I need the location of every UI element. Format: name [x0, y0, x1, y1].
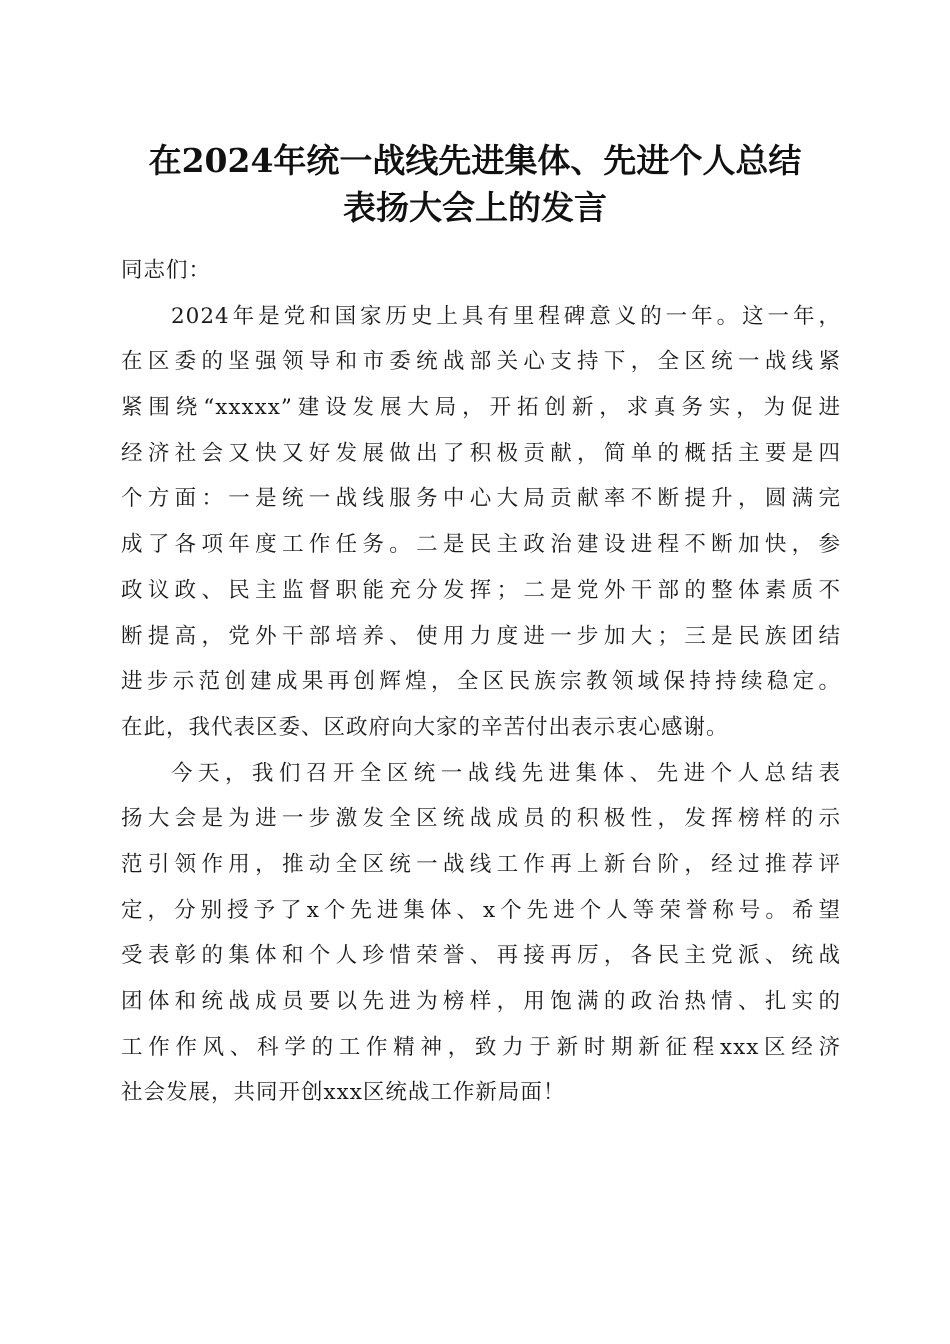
- paragraph-line: 政议政、民主监督职能充分发挥；二是党外干部的整体素质不: [121, 577, 841, 603]
- paragraph-line: 团体和统战成员要以先进为榜样，用饱满的政治热情、扎实的: [121, 989, 841, 1014]
- paragraph-2: [121, 751, 841, 1117]
- paragraph-line: 工作作风、科学的工作精神，致力于新时期新征程xxx区经济: [121, 1034, 841, 1060]
- paragraph-line: 受表彰的集体和个人珍惜荣誉、再接再厉，各民主党派、统战: [121, 943, 841, 969]
- paragraph-line: 2024年是党和国家历史上具有里程碑意义的一年。这一年，: [171, 303, 841, 329]
- paragraph-line: 成了各项年度工作任务。二是民主政治建设进程不断加快，参: [121, 532, 841, 558]
- paragraph-line: 今天，我们召开全区统一战线先进集体、先进个人总结表: [171, 760, 841, 786]
- document-title-line-1: 在2024年统一战线先进集体、先进个人总结: [148, 141, 802, 180]
- paragraph-line: 范引领作用，推动全区统一战线工作再上新台阶，经过推荐评: [121, 851, 841, 877]
- paragraph-line: 个方面：一是统一战线服务中心大局贡献率不断提升，圆满完: [121, 486, 841, 512]
- paragraph-line: 紧围绕“xxxxx”建设发展大局，开拓创新，求真务实，为促进: [121, 395, 841, 421]
- paragraph-line: 进步示范创建成果再创辉煌，全区民族宗教领域保持持续稳定。: [121, 669, 841, 695]
- paragraph-line: 定，分别授予了x个先进集体、x个先进个人等荣誉称号。希望: [121, 897, 841, 923]
- paragraph-line: 断提高，党外干部培养、使用力度进一步加大；三是民族团结: [121, 623, 841, 649]
- paragraph-line: 在区委的坚强领导和市委统战部关心支持下，全区统一战线紧: [121, 349, 841, 375]
- paragraph-line: 社会发展，共同开创xxx区统战工作新局面！: [121, 1080, 566, 1106]
- paragraph-1: [121, 294, 841, 751]
- document-body: [121, 248, 841, 1116]
- paragraph-line: 经济社会又快又好发展做出了积极贡献，简单的概括主要是四: [121, 440, 841, 466]
- paragraph-line: 在此，我代表区委、区政府向大家的辛苦付出表示衷心感谢。: [121, 714, 729, 740]
- greeting: 同志们：: [121, 258, 212, 283]
- document-title-line-2: 表扬大会上的发言: [343, 188, 607, 227]
- paragraph-line: 扬大会是为进一步激发全区统战成员的积极性，发挥榜样的示: [121, 806, 841, 832]
